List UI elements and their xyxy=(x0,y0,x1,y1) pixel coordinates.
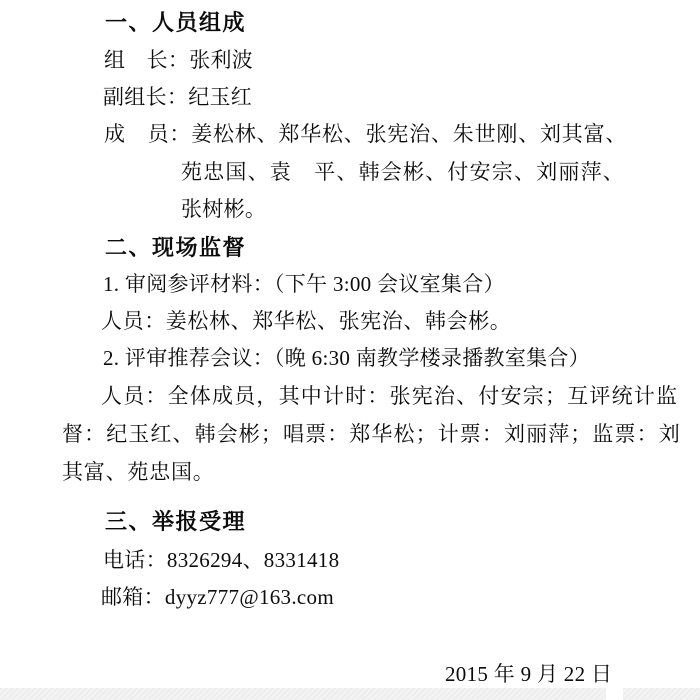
section3-heading: 三、举报受理 xyxy=(105,509,247,534)
phone-line: 电话：8326294、8331418 xyxy=(103,548,340,572)
deputy-leader-line: 副组长：纪玉红 xyxy=(103,85,253,109)
meeting-people-line-3: 其富、苑忠国。 xyxy=(62,460,215,484)
email-line: 邮箱：dyyz777@163.com xyxy=(101,585,334,609)
section1-heading: 一、人员组成 xyxy=(105,10,247,35)
review-materials-people-line: 人员：姜松林、郑华松、张宪治、韩会彬。 xyxy=(101,309,512,333)
meeting-people-line-1: 人员：全体成员，其中计时：张宪治、付安宗；互评统计监 xyxy=(101,384,679,408)
date-line: 2015 年 9 月 22 日 xyxy=(445,662,613,686)
meeting-people-line-2: 督：纪玉红、韩会彬；唱票：郑华松；计票：刘丽萍；监票：刘 xyxy=(62,422,681,446)
section2-heading: 二、现场监督 xyxy=(105,235,247,260)
members-line-3: 张树彬。 xyxy=(181,197,267,221)
members-line-1: 成 员：姜松林、郑华松、张宪治、朱世刚、刘其富、 xyxy=(104,122,628,146)
members-line-2: 苑忠国、袁 平、韩会彬、付安宗、刘丽萍、 xyxy=(181,160,625,184)
leader-line: 组 长：张利波 xyxy=(104,48,254,72)
recommendation-meeting-line: 2. 评审推荐会议：（晚 6:30 南教学楼录播教室集合） xyxy=(103,346,591,370)
scan-edge-band-left xyxy=(0,688,606,700)
scan-edge-band-right xyxy=(623,688,700,700)
review-materials-line: 1. 审阅参评材料：（下午 3:00 会议室集合） xyxy=(103,272,505,296)
